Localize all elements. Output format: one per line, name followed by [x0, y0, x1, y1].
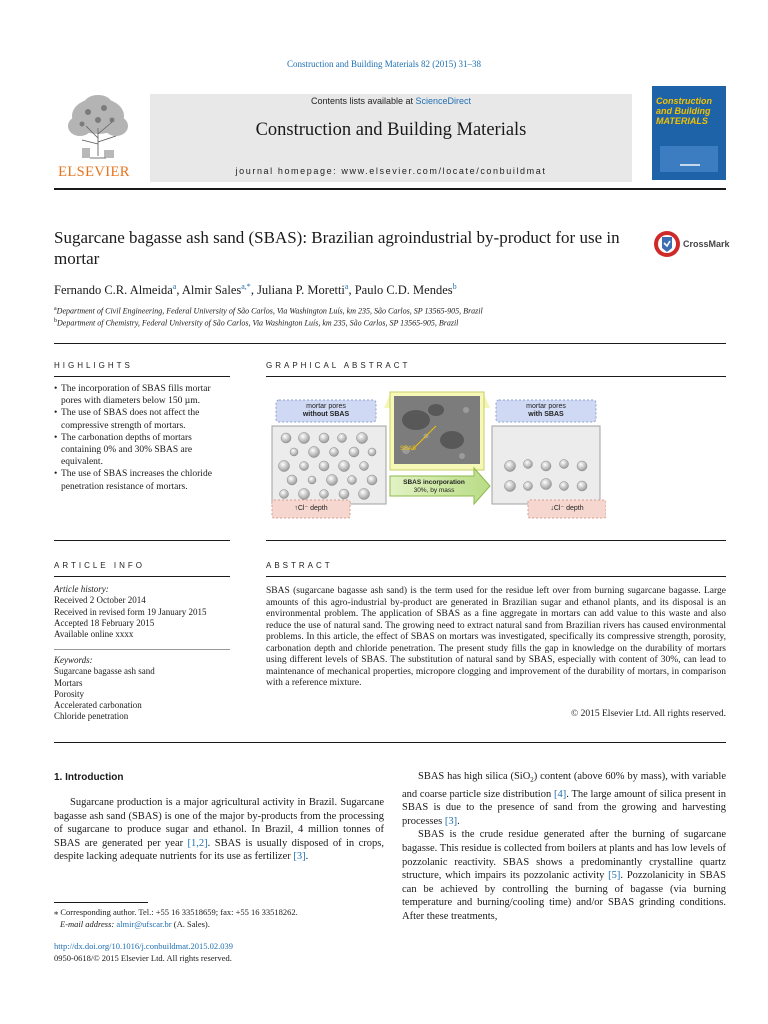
intro-text: .: [305, 851, 309, 863]
abstract-copyright: © 2015 Elsevier Ltd. All rights reserved.: [571, 709, 726, 719]
ga-left-label-line2: without SBAS: [302, 411, 350, 418]
doi-link[interactable]: http://dx.doi.org/10.1016/j.conbuildmat.2015.02.039: [54, 941, 234, 951]
author-list: Fernando C.R. Almeida$^a$, Almir Sales$^{a,*}$, Juliana P. Moretti$^a$, Paulo C.D. Mendes$^b$: [54, 282, 457, 298]
abstract-top-rule: [266, 540, 726, 541]
highlights-rule: [54, 376, 230, 377]
keyword-item: Porosity: [54, 688, 85, 699]
intro-text: . Pozzolanicity in SBAS can be achieved by controlling the burning of bagasse (via burning temperature and burning/cooling time) and/or SBAS grinding conditions. After these treatments,: [402, 870, 726, 923]
ga-arrow-label: [392, 479, 476, 495]
history-item: Available online xxxx: [54, 629, 134, 640]
keywords-label: Keywords:: [54, 655, 93, 665]
reference-link[interactable]: [4]: [554, 788, 567, 800]
intro-left-column: [54, 796, 384, 864]
ga-arrow-label-line2: 30%, by mass: [413, 487, 455, 494]
article-history: [54, 584, 230, 640]
keywords-rule: [54, 649, 230, 650]
abstract-rule: [266, 576, 726, 577]
ga-left-label-line1: mortar pores: [306, 403, 346, 410]
keyword-item: Accelerated carbonation: [54, 700, 142, 711]
history-item: Received in revised form 19 January 2015: [54, 606, 207, 617]
journal-cover-image: [652, 86, 726, 180]
intro-paragraph: [402, 828, 726, 923]
affiliation-b: [54, 318, 726, 328]
intro-text: ) content (above 60% by mass), with variable and coarse particle size distribution: [402, 771, 726, 800]
keywords: [54, 655, 230, 723]
graphical-abstract-figure: [266, 380, 606, 526]
sciencedirect-link[interactable]: ScienceDirect: [415, 96, 472, 106]
ga-right-label: [496, 403, 596, 419]
intro-text: . The large amount of silica present in SBAS is due to the presence of sand from the growing and harvesting processes: [402, 788, 726, 827]
email-suffix: (A. Sales).: [171, 919, 210, 929]
ga-photo-label: SBAS: [400, 446, 417, 452]
graphical-abstract-heading: GRAPHICAL ABSTRACT: [266, 361, 411, 370]
history-label: Article history:: [54, 584, 109, 594]
elsevier-logo: [54, 86, 148, 182]
highlights-list: [54, 383, 230, 493]
ga-right-depth: ↓Cl⁻ depth: [550, 505, 584, 512]
journal-banner: [150, 94, 632, 182]
intro-text: Sugarcane production is a major agricultural activity in Brazil. Sugarcane bagasse ash sand (SBAS) is one of the major by-products from the processing of sugarcane to produce sugar and ethanol. In Brazil, 4 million tonnes of SBAS are generated per year: [54, 797, 384, 849]
reference-link[interactable]: [3]: [293, 851, 306, 863]
keyword-item: Sugarcane bagasse ash sand: [54, 666, 155, 677]
ga-right-label-line2: with SBAS: [528, 411, 564, 418]
highlight-item: • The use of SBAS does not affect the compressive strength of mortars.: [54, 407, 230, 431]
ga-left-depth: ↑Cl⁻ depth: [294, 505, 328, 512]
email-link[interactable]: almir@ufscar.br: [116, 919, 172, 929]
highlight-item: • The use of SBAS increases the chloride penetration resistance of mortars.: [54, 468, 230, 492]
footnote-rule: [54, 902, 148, 903]
author-affiliation-marker[interactable]: a,*: [241, 282, 251, 291]
ga-left-label: [276, 403, 376, 419]
email-label: E-mail address:: [60, 919, 117, 929]
intro-paragraph: [54, 796, 384, 864]
affiliation-text: Department of Civil Engineering, Federal University of São Carlos, Via Washington Luís, km 235, São Carlos, SP 13565-905, Brazil: [56, 306, 483, 316]
abstract-heading: ABSTRACT: [266, 561, 333, 570]
reference-link[interactable]: [3]: [444, 815, 458, 827]
author-name[interactable]: Almir Sales: [181, 283, 242, 298]
author-affiliation-marker[interactable]: a: [344, 282, 349, 291]
publisher-name: ELSEVIER: [58, 164, 130, 180]
crossmark-label: CrossMark: [683, 239, 730, 249]
affiliation-marker: b: [54, 318, 57, 324]
crossmark-icon: [653, 230, 681, 258]
abstract-text: SBAS (sugarcane bagasse ash sand) is the term used for the residue left over from burning sugarcane bagasse. Large amounts of this agro-industrial by-product are generated in Brazilian sugar and ethanol plants, and its disposal is an environmental problem. The application of SBAS as a fine aggregate in mortars can add value to this waste and also reduce the use of natural sand. The growing need to extract natural sand from Brazilian rivers has caused environmental problems. In this article, the effect of SBAS on mortars was investigated, specifically its compressive strength, porosity, carbonation depth and chloride penetration. The present study fills the gap in knowledge on the durability of mortars using different levels of SBAS. The substitution of natural sand by SBAS, especially with content of 30%, can lead to maintenance of mechanical properties, micropore clogging and improvement of the durability of mortars, in comparison with a reference mixture.: [266, 586, 726, 688]
graphical-abstract-rule: [266, 376, 726, 377]
author-affiliation-marker[interactable]: a: [172, 282, 177, 291]
highlights-heading: HIGHLIGHTS: [54, 361, 133, 370]
corresponding-author-note: ⁎ Corresponding author. Tel.: +55 16 33518659; fax: +55 16 33518262.: [54, 907, 298, 917]
subscript: 2: [530, 776, 534, 785]
issn-line: 0950-0618/© 2015 Elsevier Ltd. All rights reserved.: [54, 953, 232, 963]
journal-reference-link[interactable]: Construction and Building Materials 82 (2015) 31–38: [287, 59, 481, 69]
article-info-heading: ARTICLE INFO: [54, 561, 145, 570]
ga-right-label-line1: mortar pores: [526, 403, 566, 410]
history-item: Accepted 18 February 2015: [54, 617, 155, 628]
journal-homepage-link[interactable]: journal homepage: www.elsevier.com/locate/conbuildmat: [235, 166, 547, 176]
keyword-item: Mortars: [54, 677, 83, 688]
article-title: Sugarcane bagasse ash sand (SBAS): Brazilian agroindustrial by-product for use in mortar: [54, 228, 620, 268]
affiliation-a: [54, 306, 726, 316]
body-divider: [54, 742, 726, 743]
intro-text: SBAS is the crude residue generated after the burning of sugarcane bagasse. This residue is collected from boilers at plants and has low levels of pozzolanic reactivity. SBAS shows a predominantly crystalline quartz structure, which impairs its pozzolanic activity: [402, 829, 726, 882]
section-divider: [54, 343, 726, 344]
ga-arrow-label-line1: SBAS incorporation: [403, 479, 465, 486]
contents-prefix: Contents lists available at: [310, 96, 416, 106]
intro-paragraph: [402, 770, 726, 828]
highlight-item: • The carbonation depths of mortars containing 0% and 30% SBAS are equivalent.: [54, 432, 230, 469]
reference-link[interactable]: [1,2]: [187, 837, 208, 849]
crossmark-badge[interactable]: [653, 230, 729, 260]
author-name[interactable]: Fernando C.R. Almeida: [54, 283, 173, 298]
introduction-heading: 1. Introduction: [54, 772, 124, 783]
affiliation-text: Department of Chemistry, Federal University of São Carlos, Via Washington Luís, km 235, São Carlos, SP 13565-905, Brazil: [57, 318, 459, 328]
keyword-item: Chloride penetration: [54, 711, 129, 722]
affiliation-marker: a: [54, 306, 57, 312]
cover-title: Construction and Building MATERIALS: [656, 96, 712, 126]
article-info-top-rule: [54, 540, 230, 541]
email-note: [54, 919, 384, 930]
intro-text: SBAS has high silica (SiO: [418, 771, 531, 782]
author-name[interactable]: Juliana P. Moretti: [257, 283, 345, 298]
intro-right-column: [402, 770, 726, 924]
intro-text: .: [457, 815, 460, 827]
article-info-rule: [54, 576, 230, 577]
author-name[interactable]: Paulo C.D. Mendes: [354, 283, 453, 298]
intro-text: . SBAS is usually disposed of in crops, despite lacking adequate nutrients for its use as fertilizer: [54, 837, 384, 863]
journal-header: [54, 86, 726, 182]
header-rule: [54, 188, 726, 190]
author-affiliation-marker[interactable]: b: [452, 282, 457, 291]
journal-title: Construction and Building Materials: [255, 120, 527, 140]
history-item: Received 2 October 2014: [54, 595, 146, 606]
reference-link[interactable]: [5]: [608, 870, 621, 882]
contents-line: [150, 96, 632, 106]
highlight-item: • The incorporation of SBAS fills mortar pores with diameters below 150 µm.: [54, 383, 230, 407]
